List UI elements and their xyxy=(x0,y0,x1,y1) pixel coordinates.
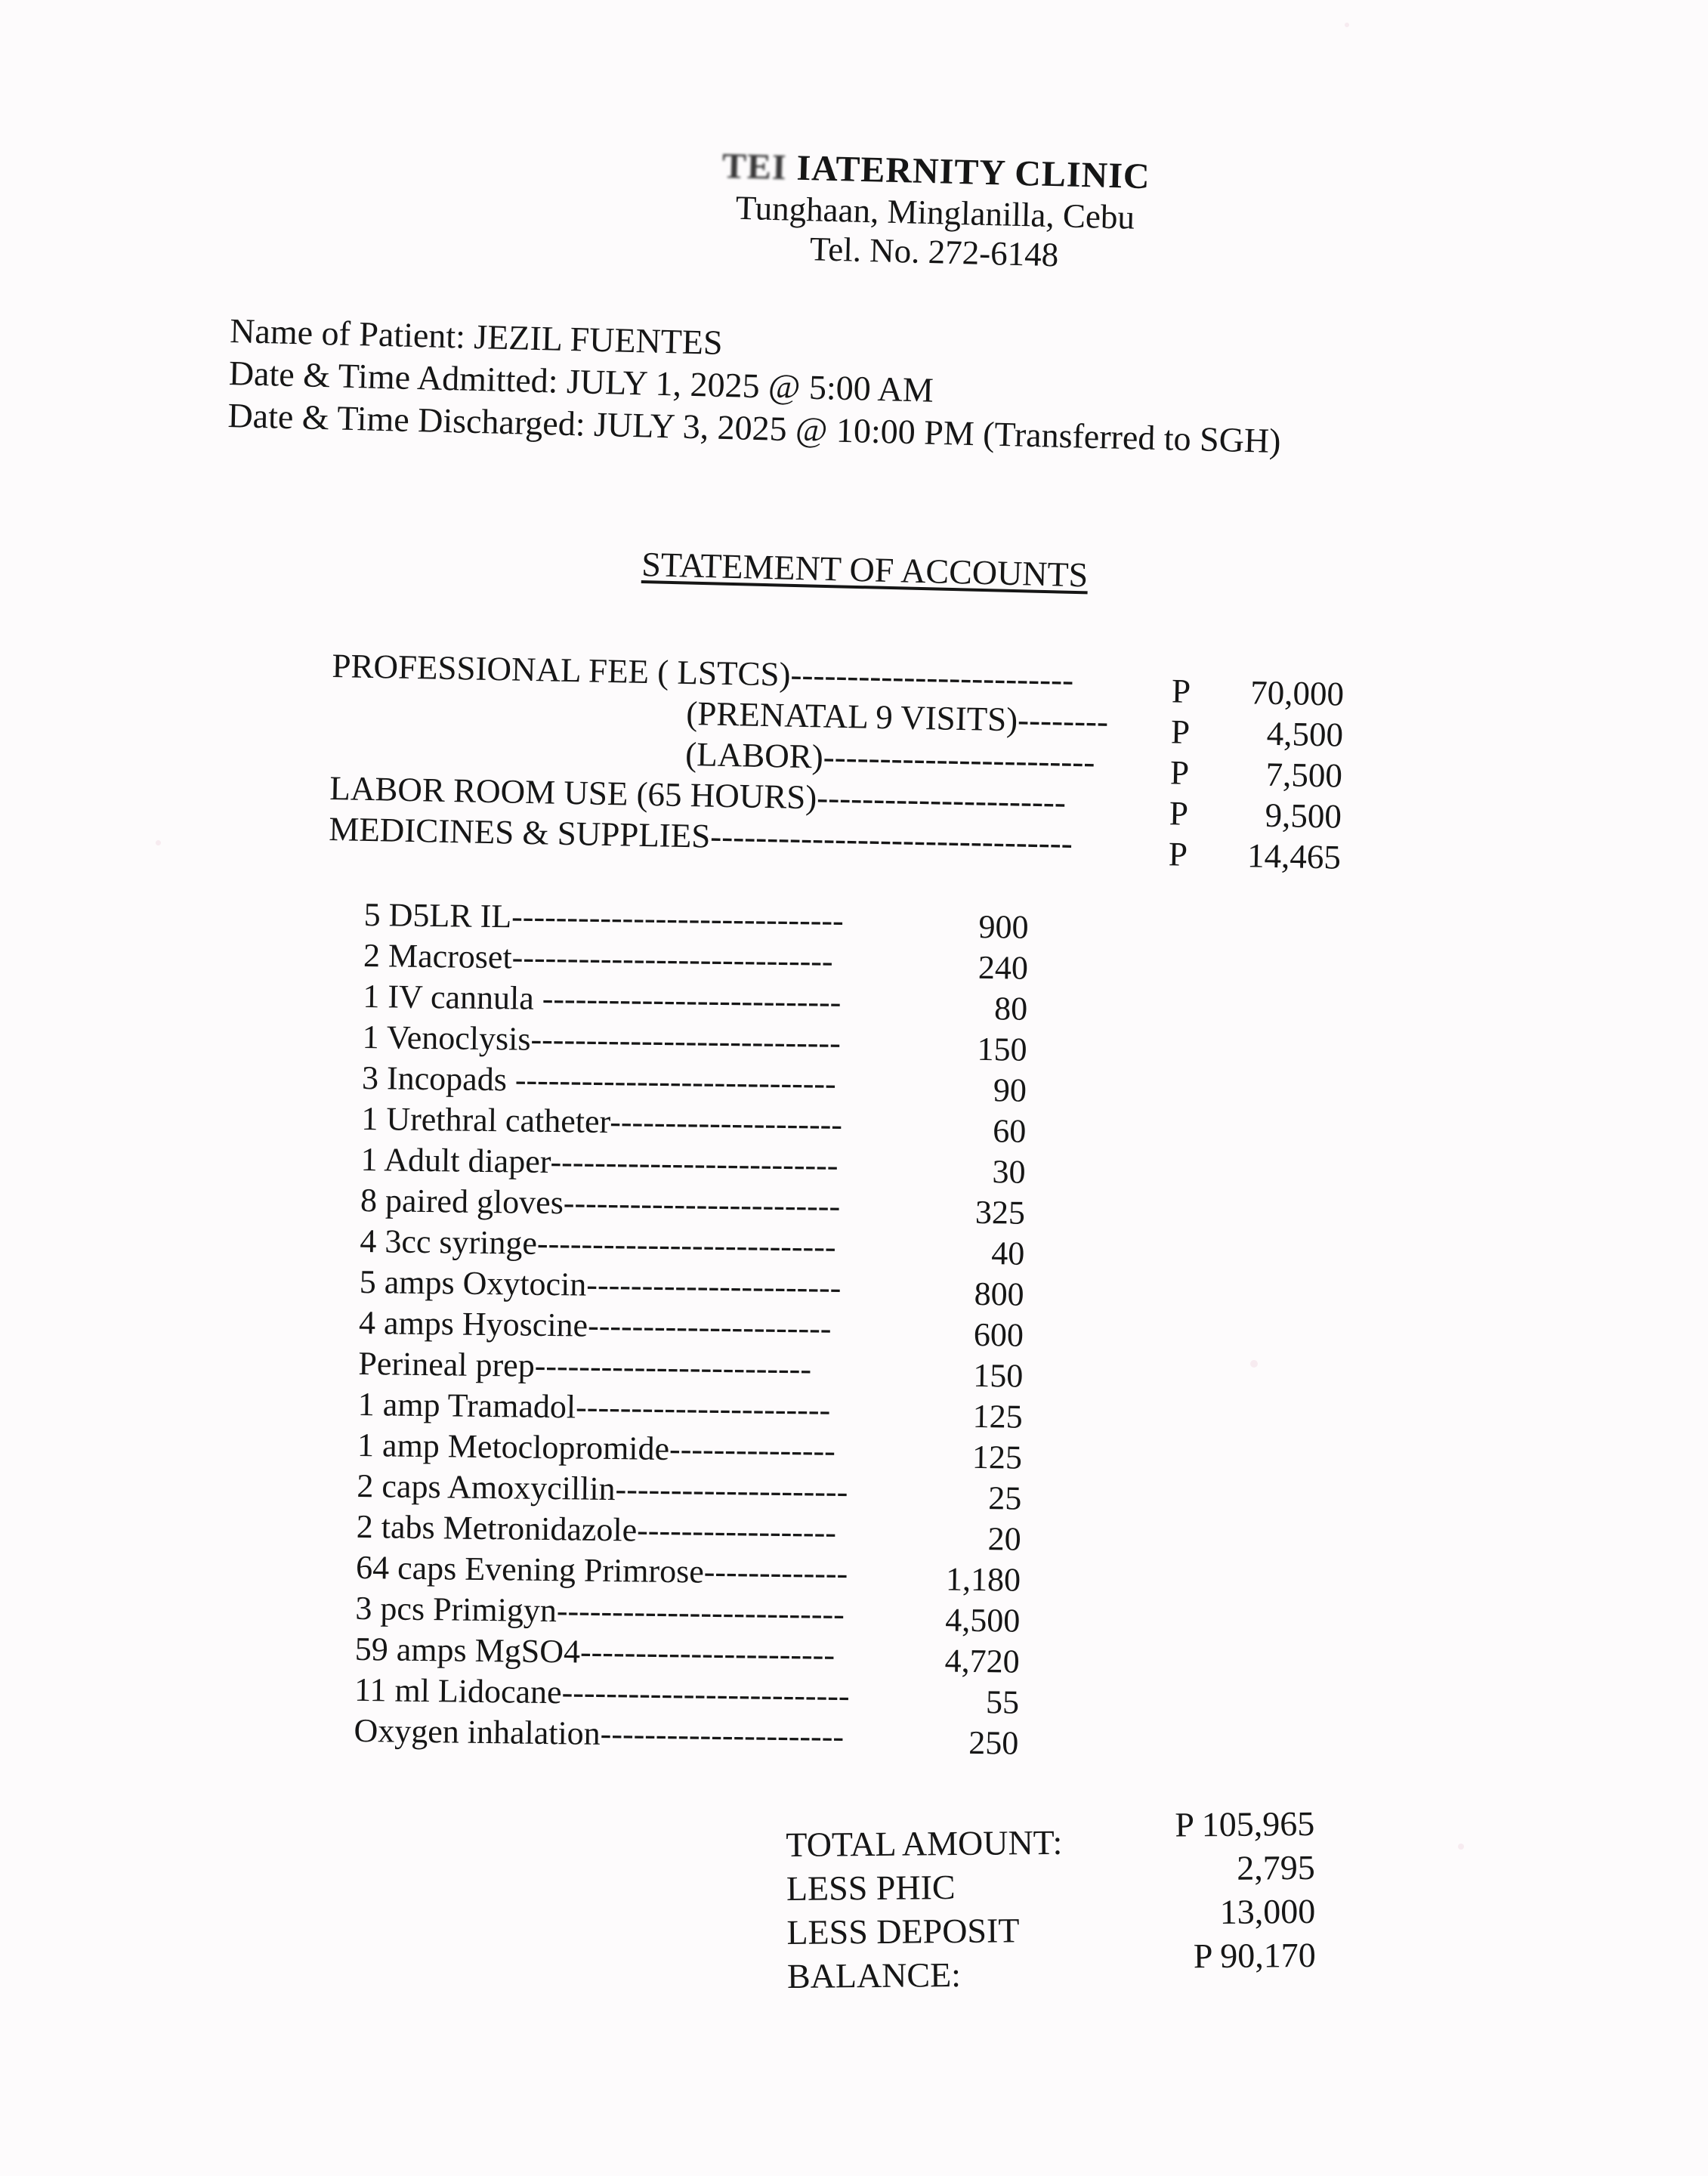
item-label: 64 caps Evening Primrose------------- xyxy=(355,1548,848,1592)
item-label: 3 Incopads ----------------------------- xyxy=(361,1059,837,1102)
charge-currency: P xyxy=(1170,712,1191,751)
charge-amount: 9,500 xyxy=(1265,796,1342,836)
item-label: 8 paired gloves------------------------- xyxy=(360,1181,841,1225)
item-label: 59 amps MgSO4----------------------- xyxy=(354,1630,835,1674)
item-label: 1 amp Tramadol----------------------- xyxy=(357,1385,831,1429)
item-amount: 800 xyxy=(974,1275,1024,1313)
item-label: 2 tabs Metronidazole------------------ xyxy=(356,1507,837,1551)
totals-section xyxy=(786,1804,1316,1995)
item-amount: 900 xyxy=(978,907,1029,946)
supplies-list xyxy=(354,895,1029,1760)
charge-currency: P xyxy=(1169,753,1190,792)
charge-label: (PRENATAL 9 VISITS)-------- xyxy=(685,694,1109,740)
date-admitted: Date & Time Admitted: JULY 1, 2025 @ 5:00 AM xyxy=(228,353,934,410)
item-label: 5 D5LR IL------------------------------ xyxy=(363,895,845,939)
charge-label: (LABOR)------------------------ xyxy=(684,735,1095,781)
item-label: 4 3cc syringe--------------------------- xyxy=(360,1222,836,1266)
item-label: 1 Urethral catheter--------------------- xyxy=(361,1099,843,1143)
item-label: 4 amps Hyoscine---------------------- xyxy=(358,1303,832,1347)
item-label: 1 Venoclysis---------------------------- xyxy=(362,1018,842,1062)
total-label: LESS DEPOSIT xyxy=(786,1911,1020,1952)
charge-currency: P xyxy=(1169,794,1189,833)
item-amount: 1,180 xyxy=(945,1560,1021,1599)
item-label: Perineal prep------------------------- xyxy=(358,1344,812,1388)
patient-info xyxy=(227,310,1283,462)
item-amount: 150 xyxy=(972,1356,1024,1395)
item-label: 1 amp Metoclopromide--------------- xyxy=(357,1426,836,1470)
total-value: 13,000 xyxy=(1219,1891,1316,1931)
item-amount: 600 xyxy=(973,1315,1024,1354)
item-amount: 80 xyxy=(993,990,1028,1028)
item-amount: 240 xyxy=(978,948,1029,987)
paper-speck xyxy=(1458,1844,1464,1850)
item-amount: 40 xyxy=(990,1235,1025,1272)
total-label: BALANCE: xyxy=(786,1955,962,1995)
charges-section xyxy=(328,646,1345,876)
charge-amount: 7,500 xyxy=(1265,755,1343,795)
charge-label: MEDICINES & SUPPLIES-------------------------------- xyxy=(328,809,1073,862)
total-value: P 90,170 xyxy=(1193,1935,1316,1976)
item-label: 3 pcs Primigyn-------------------------- xyxy=(355,1589,845,1633)
total-row xyxy=(786,1891,1316,1952)
date-discharged: Date & Time Discharged: JULY 3, 2025 @ 10:00 PM (Transferred to SGH) xyxy=(227,395,1282,461)
item-amount: 4,720 xyxy=(944,1642,1020,1680)
clinic-name-text: IATERNITY CLINIC xyxy=(795,147,1151,197)
clinic-telephone: Tel. No. 272-6148 xyxy=(809,230,1059,274)
item-label: 2 Macroset----------------------------- xyxy=(363,936,833,980)
item-label: 1 Adult diaper-------------------------- xyxy=(360,1140,839,1184)
item-amount: 55 xyxy=(985,1683,1020,1721)
total-row xyxy=(786,1847,1315,1908)
paper-speck xyxy=(1345,23,1349,27)
charge-label: PROFESSIONAL FEE ( LSTCS)------------------------- xyxy=(332,646,1074,699)
paper-speck xyxy=(156,840,161,845)
total-value: P 105,965 xyxy=(1175,1804,1315,1844)
clinic-name-obscured: TEI xyxy=(721,146,788,188)
total-row xyxy=(786,1804,1315,1864)
charge-currency: P xyxy=(1171,672,1191,710)
clinic-header xyxy=(647,144,1224,279)
item-amount: 30 xyxy=(992,1153,1026,1191)
item-amount: 25 xyxy=(988,1479,1022,1517)
item-label: Oxygen inhalation---------------------- xyxy=(354,1711,845,1755)
item-amount: 4,500 xyxy=(945,1601,1021,1640)
item-amount: 60 xyxy=(992,1112,1027,1150)
charge-amount: 4,500 xyxy=(1266,714,1344,754)
item-label: 5 amps Oxytocin----------------------- xyxy=(359,1263,842,1306)
total-row xyxy=(786,1935,1316,1995)
total-label: LESS PHIC xyxy=(786,1868,956,1908)
total-label: TOTAL AMOUNT: xyxy=(786,1822,1063,1864)
item-amount: 125 xyxy=(971,1438,1023,1476)
item-amount: 150 xyxy=(977,1030,1027,1068)
item-amount: 250 xyxy=(968,1723,1019,1762)
item-amount: 20 xyxy=(987,1520,1021,1558)
item-amount: 90 xyxy=(993,1071,1027,1109)
item-label: 11 ml Lidocane-------------------------- xyxy=(354,1671,850,1714)
total-value: 2,795 xyxy=(1236,1847,1315,1887)
charge-label: LABOR ROOM USE (65 HOURS)---------------------- xyxy=(329,768,1067,821)
item-label: 1 IV cannula --------------------------- xyxy=(363,977,842,1021)
statement-title: STATEMENT OF ACCOUNTS xyxy=(641,544,1089,595)
clinic-address: Tunghaan, Minglanilla, Cebu xyxy=(735,188,1135,236)
item-amount: 325 xyxy=(974,1193,1026,1232)
list-item xyxy=(354,1711,1019,1760)
patient-name: Name of Patient: JEZIL FUENTES xyxy=(229,311,724,362)
charge-amount: 14,465 xyxy=(1246,836,1342,876)
charge-currency: P xyxy=(1168,835,1188,873)
item-amount: 125 xyxy=(972,1397,1023,1436)
paper-speck xyxy=(1250,1360,1258,1368)
charge-amount: 70,000 xyxy=(1249,673,1345,713)
item-label: 2 caps Amoxycillin--------------------- xyxy=(357,1467,848,1510)
